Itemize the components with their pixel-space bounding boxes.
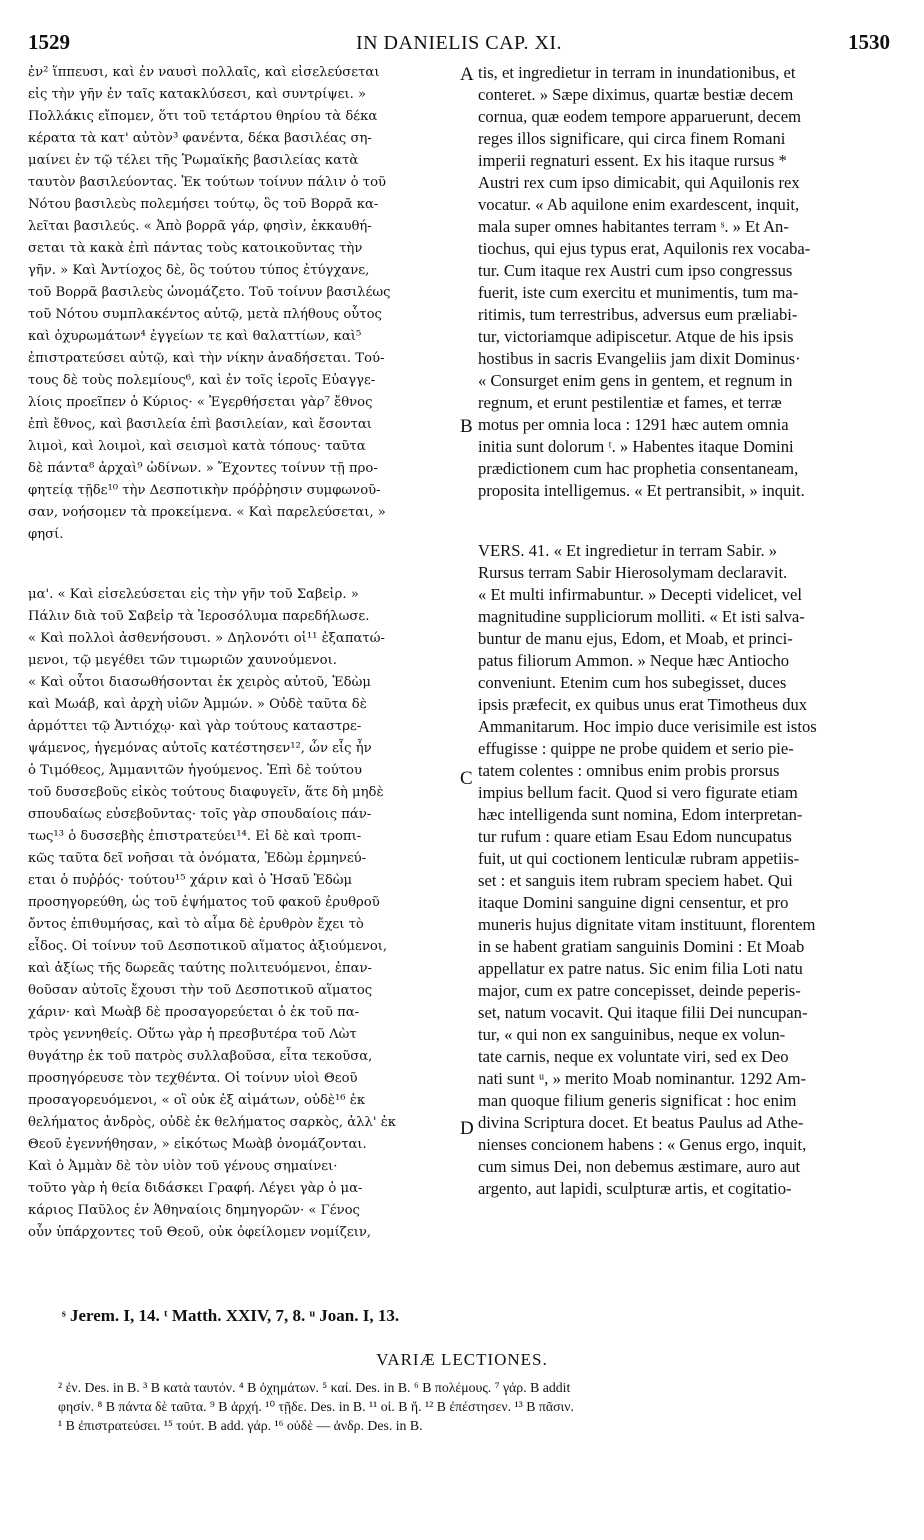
latin-text-line: magnitudine suppliciorum molliti. « Et isti salva- bbox=[478, 607, 805, 626]
greek-text-line: τοῦ Βορρᾶ βασιλεὺς ὠνομάζετο. Τοῦ τοίνυν βασιλέως bbox=[28, 285, 391, 300]
margin-marker-a: A bbox=[460, 64, 474, 85]
latin-text-line: proposita intelligemus. « Et pertransibit, » inquit. bbox=[478, 481, 805, 500]
greek-text-line: κάριος Παῦλος ἐν Ἀθηναίοις δημηγορῶν· « Γένος bbox=[28, 1203, 360, 1218]
variae-lectiones bbox=[58, 1378, 898, 1435]
greek-text-line: Νότου βασιλεὺς πολεμήσει τούτῳ, ὃς τοῦ Βορρᾶ κα- bbox=[28, 197, 379, 212]
greek-text-line: καὶ ὀχυρωμάτων⁴ ἐγγείων τε καὶ θαλαττίων, καὶ⁵ bbox=[28, 329, 362, 344]
latin-text-line: tiochus, qui ejus typus erat, Aquilonis rex vocaba- bbox=[478, 239, 811, 258]
latin-text-line: tate carnis, neque ex voluntate viri, sed ex Deo bbox=[478, 1047, 789, 1066]
latin-text-line: Austri rex cum ipso dimicabit, qui Aquilonis rex bbox=[478, 173, 800, 192]
latin-text-line: tis, et ingredietur in terram in inundationibus, et bbox=[478, 63, 796, 82]
greek-text-line: τοῦ δυσσεβοῦς εἰκὸς τούτους διαφυγεῖν, ἅτε δὴ μηδὲ bbox=[28, 785, 384, 800]
latin-text-line: fuit, ut qui coctionem lenticulæ rubram appetiis- bbox=[478, 849, 800, 868]
latin-text-line: VERS. 41. « Et ingredietur in terram Sabir. » bbox=[478, 541, 778, 560]
latin-text-line: regnum, et erunt pestilentiæ et fames, et terræ bbox=[478, 393, 782, 412]
latin-text-line: tur. Cum itaque rex Austri cum ipso congressus bbox=[478, 261, 793, 280]
latin-text-line: hostibus in sacris Evangeliis jam dixit Dominus· bbox=[478, 349, 801, 368]
greek-text-line: οὖν ὑπάρχοντες τοῦ Θεοῦ, οὐκ ὀφείλομεν νομίζειν, bbox=[28, 1225, 372, 1240]
greek-text-line: εἶδος. Οἱ τοίνυν τοῦ Δεσποτικοῦ αἵματος ἀξιούμενοι, bbox=[28, 939, 388, 954]
variant-line: φησίν. ⁸ B πάντα δὲ ταῦτα. ⁹ B ἀρχή. ¹⁰ τῇδε. Des. in B. ¹¹ οἱ. B ἤ. ¹² B ἐπέστησεν. ¹³ B πᾶσιν. bbox=[58, 1399, 574, 1414]
page-number-left: 1529 bbox=[28, 30, 70, 54]
latin-text-line: prædictionem cum hac prophetia consentaneam, bbox=[478, 459, 799, 478]
latin-text-line: argento, aut lapidi, sculpturæ artis, et cogitatio- bbox=[478, 1179, 792, 1198]
greek-text-line: γῆν. » Καὶ Ἀντίοχος δὲ, ὃς τούτου τύπος ἐτύγχανε, bbox=[28, 263, 370, 278]
greek-text-line: θοῦσαν αὐτοῖς ἔχουσι τὴν τοῦ Δεσποτικοῦ αἵματος bbox=[28, 983, 373, 998]
latin-text-line: major, cum ex patre concepisset, deinde peperis- bbox=[478, 981, 801, 1000]
greek-text-line: « Καὶ οὗτοι διασωθήσονται ἐκ χειρὸς αὐτοῦ, Ἐδὼμ bbox=[28, 675, 371, 690]
greek-text-line: θυγάτηρ ἐκ τοῦ πατρὸς συλλαβοῦσα, εἶτα τεκοῦσα, bbox=[28, 1049, 373, 1064]
greek-text-line: χάριν· καὶ Μωὰβ δὲ προσαγορεύεται ὁ ἐκ τοῦ πα- bbox=[28, 1005, 360, 1020]
greek-text-line: Πολλάκις εἴπομεν, ὅτι τοῦ τετάρτου θηρίου τὰ δέκα bbox=[28, 109, 378, 124]
greek-text-line: προσηγόρευσε τὸν τεχθέντα. Οἱ τοίνυν υἱοὶ Θεοῦ bbox=[28, 1071, 358, 1086]
latin-text-line: cum simus Dei, non debemus æstimare, auro aut bbox=[478, 1157, 801, 1176]
greek-text-line: μενοι, τῷ μεγέθει τῶν τιμωριῶν χαυνούμενοι. bbox=[28, 653, 337, 668]
greek-text-line: ἐπιστρατεύσει αὐτῷ, καὶ τὴν νίκην ἀναδήσεται. Τού- bbox=[28, 351, 385, 366]
latin-text-line: conteret. » Sæpe diximus, quartæ bestiæ decem bbox=[478, 85, 794, 104]
margin-marker-c: C bbox=[460, 768, 473, 789]
latin-text-line: hæc intelligenda sunt nomina, Edom interpretan- bbox=[478, 805, 803, 824]
greek-text-line: Καὶ ὁ Ἀμμὰν δὲ τὸν υἱὸν τοῦ γένους σημαίνει· bbox=[28, 1159, 338, 1174]
greek-text-line: καὶ ἀξίως τῆς δωρεᾶς ταύτης πολιτευόμενοι, ἐπαν- bbox=[28, 961, 372, 976]
greek-text-line: φησί. bbox=[28, 527, 64, 542]
latin-text-line: cornua, quæ eodem tempore apparuerunt, decem bbox=[478, 107, 801, 126]
greek-text-line: ἁρμόττει τῷ Ἀντιόχῳ· καὶ γὰρ τούτους καταστρε- bbox=[28, 719, 362, 734]
latin-text-line: set, natum vocavit. Qui itaque filii Dei nuncupan- bbox=[478, 1003, 808, 1022]
greek-text-line: εἰς τὴν γῆν ἐν ταῖς κατακλύσεσι, καὶ συντρίψει. » bbox=[28, 87, 367, 102]
latin-text-line: buntur de manu ejus, Edom, et Moab, et princi- bbox=[478, 629, 793, 648]
latin-text-line: nienses concionem habens : « Genus ergo, inquit, bbox=[478, 1135, 807, 1154]
latin-column bbox=[478, 62, 893, 1200]
latin-text-line: vocatur. « Ab aquilone enim exardescent, inquit, bbox=[478, 195, 800, 214]
margin-marker-d: D bbox=[460, 1118, 474, 1139]
latin-text-line: effugisse : quippe ne probe quidem et serio pie- bbox=[478, 739, 794, 758]
greek-text-line: κέρατα τὰ κατ' αὐτὸν³ φανέντα, δέκα βασιλέας ση- bbox=[28, 131, 372, 146]
margin-marker-b: B bbox=[460, 416, 473, 437]
greek-text-line: κῶς ταῦτα δεῖ νοῆσαι τὰ ὀνόματα, Ἐδὼμ ἑρμηνεύ- bbox=[28, 851, 367, 866]
latin-text-line: man quoque filium generis significat : hoc enim bbox=[478, 1091, 797, 1110]
greek-text-line: λεῖται βασιλεύς. « Ἀπὸ βορρᾶ γάρ, φησὶν, ἐκκαυθή- bbox=[28, 219, 372, 234]
greek-text-line: σπουδαίως εὐσεβοῦντας· τοῖς γὰρ σπουδαίοις πάν- bbox=[28, 807, 372, 822]
greek-text-line: προσηγορεύθη, ὡς τοῦ ἐψήματος τοῦ φακοῦ ἐρυθροῦ bbox=[28, 895, 380, 910]
greek-text-line: τοῦ Νότου συμπλακέντος αὐτῷ, μετὰ πλήθους οὗτος bbox=[28, 307, 382, 322]
greek-column bbox=[28, 62, 460, 1244]
latin-text-line: reges illos significare, qui circa finem Romani bbox=[478, 129, 786, 148]
page-header bbox=[28, 30, 890, 58]
greek-text-line: δὲ πάντα⁸ ἀρχαὶ⁹ ὠδίνων. » Ἔχοντες τοίνυν τῇ προ- bbox=[28, 461, 378, 476]
latin-text-line: ritimis, tum terrestribus, adversus eum præliabi- bbox=[478, 305, 798, 324]
greek-text-line: σεται τὰ κακὰ ἐπὶ πάντας τοὺς κατοικοῦντας τὴν bbox=[28, 241, 363, 256]
greek-text-line: τως¹³ ὁ δυσσεβὴς ἐπιστρατεύει¹⁴. Εἰ δὲ καὶ τροπι- bbox=[28, 829, 362, 844]
latin-text-line: patus filiorum Ammon. » Neque hæc Antiocho bbox=[478, 651, 790, 670]
latin-text-line: divina Scriptura docet. Et beatus Paulus ad Athe- bbox=[478, 1113, 804, 1132]
latin-text-line: Ammanitarum. Hoc impio duce verisimile est istos bbox=[478, 717, 817, 736]
greek-text-line: ὄντος ἐπιθυμήσας, καὶ τὸ αἷμα δὲ ἐρυθρὸν ἔχει τὸ bbox=[28, 917, 364, 932]
greek-text-line: μα'. « Καὶ εἰσελεύσεται εἰς τὴν γῆν τοῦ Σαβεἰρ. » bbox=[28, 587, 359, 602]
latin-text-line: initia sunt dolorum ᵗ. » Habentes itaque Domini bbox=[478, 437, 794, 456]
greek-text-line: λίοις προεῖπεν ὁ Κύριος· « Ἐγερθήσεται γὰρ⁷ ἔθνος bbox=[28, 395, 373, 410]
greek-text-line: φητείᾳ τῇδε¹⁰ τὴν Δεσποτικὴν πρόῤῥησιν συμφωνοῦ- bbox=[28, 483, 381, 498]
page-number-right: 1530 bbox=[848, 30, 890, 54]
latin-text-line: muneris hujus dignitate vitam instituunt, florentem bbox=[478, 915, 816, 934]
greek-text-line: « Καὶ πολλοὶ ἀσθενήσουσι. » Δηλονότι οἱ¹¹ ἐξαπατώ- bbox=[28, 631, 385, 646]
greek-text-line: τρὸς γεννηθείς. Οὕτω γὰρ ἡ πρεσβυτέρα τοῦ Λὼτ bbox=[28, 1027, 357, 1042]
greek-text-line: Πάλιν διὰ τοῦ Σαβεἰρ τὰ Ἱεροσόλυμα παρεδήλωσε. bbox=[28, 609, 370, 624]
latin-text-line: Rursus terram Sabir Hierosolymam declaravit. bbox=[478, 563, 788, 582]
greek-text-line: μαίνει ἐν τῷ τέλει τῆς Ῥωμαϊκῆς βασιλείας κατὰ bbox=[28, 153, 359, 168]
latin-text-line: « Et multi infirmabuntur. » Decepti videlicet, vel bbox=[478, 585, 802, 604]
greek-text-line bbox=[28, 546, 460, 584]
latin-text-line: « Consurget enim gens in gentem, et regnum in bbox=[478, 371, 793, 390]
greek-text-line: ταυτὸν βασιλεύοντας. Ἐκ τούτων τοίνυν πάλιν ὁ τοῦ bbox=[28, 175, 387, 190]
greek-text-line: ἐπὶ ἔθνος, καὶ βασιλεία ἐπὶ βασιλείαν, καὶ ἔσονται bbox=[28, 417, 372, 432]
variae-lectiones-title: VARIÆ LECTIONES. bbox=[376, 1350, 548, 1369]
latin-text-line: mala super omnes habitantes terram ˢ. » Et An- bbox=[478, 217, 789, 236]
latin-text-line: tur, « qui non ex sanguinibus, neque ex volun- bbox=[478, 1025, 786, 1044]
latin-text-line: imperii regnaturi essent. Ex his itaque rursus * bbox=[478, 151, 787, 170]
variant-line: ¹ B ἐπιστρατεύσει. ¹⁵ τούτ. B add. γάρ. ¹⁶ οὐδὲ — ἀνδρ. Des. in B. bbox=[58, 1418, 423, 1433]
latin-text-line: itaque Domini sanguine digni censentur, et pro bbox=[478, 893, 789, 912]
latin-text-line: motus per omnia loca : 1291 hæc autem omnia bbox=[478, 415, 789, 434]
latin-text-line: ipsis præfecit, ex quibus unus erat Timotheus dux bbox=[478, 695, 808, 714]
latin-text-line: nati sunt ᵘ, » merito Moab nominantur. 1292 Am- bbox=[478, 1069, 807, 1088]
greek-text-line: τοῦτο γὰρ ἡ θεία διδάσκει Γραφή. Λέγει γὰρ ὁ μα- bbox=[28, 1181, 363, 1196]
variant-line: ² ἐν. Des. in B. ³ B κατὰ ταυτόν. ⁴ B ὀχημάτων. ⁵ καί. Des. in B. ⁶ B πολέμους. ⁷ γάρ. B addit bbox=[58, 1380, 571, 1395]
greek-text-line: ἐν² ἵππευσι, καὶ ἐν ναυσὶ πολλαῖς, καὶ εἰσελεύσεται bbox=[28, 65, 380, 80]
greek-text-line: τους δὲ τοὺς πολεμίους⁶, καὶ ἐν τοῖς ἱεροῖς Εὐαγγε- bbox=[28, 373, 376, 388]
latin-text-line: appellatur ex patre natus. Sic enim filia Loti natu bbox=[478, 959, 803, 978]
latin-text-line: set : et sanguis item rubram speciem habet. Qui bbox=[478, 871, 793, 890]
greek-text-line: θελήματος ἀνδρὸς, οὐδὲ ἐκ θελήματος σαρκὸς, ἀλλ' ἐκ bbox=[28, 1115, 397, 1130]
greek-text-line: λιμοὶ, καὶ λοιμοὶ, καὶ σεισμοὶ κατὰ τόπους· ταῦτα bbox=[28, 439, 366, 454]
latin-text-line: tur rufum : quare etiam Esau Edom nuncupatus bbox=[478, 827, 792, 846]
latin-text-line: conveniunt. Etenim cum hos subegisset, duces bbox=[478, 673, 787, 692]
greek-text-line: ὁ Τιμόθεος, Ἀμμανιτῶν ἡγούμενος. Ἐπὶ δὲ τούτου bbox=[28, 763, 362, 778]
latin-text-line: tur, victoriamque adipiscetur. Atque de his ipsis bbox=[478, 327, 794, 346]
latin-text-line: in se habent gratiam sanguinis Domini : Et Moab bbox=[478, 937, 805, 956]
footnotes: ˢ Jerem. I, 14. ᵗ Matth. XXIV, 7, 8. ᵘ Joan. I, 13. bbox=[62, 1306, 400, 1325]
latin-text-line: fuerit, iste cum exercitu et munimentis, tum ma- bbox=[478, 283, 799, 302]
greek-text-line: εται ὁ πυῤῥός· τούτου¹⁵ χάριν καὶ ὁ Ἡσαῦ Ἐδὼμ bbox=[28, 873, 353, 888]
running-head: IN DANIELIS CAP. XI. bbox=[355, 32, 563, 54]
greek-text-line: Θεοῦ ἐγεννήθησαν, » εἰκότως Μωὰβ ὀνομάζονται. bbox=[28, 1137, 367, 1152]
greek-text-line: προσαγορευόμενοι, « οἳ οὐκ ἐξ αἱμάτων, οὐδὲ¹⁶ ἐκ bbox=[28, 1093, 366, 1108]
latin-text-line bbox=[478, 502, 893, 540]
latin-text-line: tatem colentes : omnibus enim probis prorsus bbox=[478, 761, 780, 780]
latin-text-line: impius bellum facit. Quod si vero figurate etiam bbox=[478, 783, 798, 802]
greek-text-line: σαν, νοήσομεν τὰ προκείμενα. « Καὶ παρελεύσεται, » bbox=[28, 505, 386, 520]
greek-text-line: καὶ Μωάβ, καὶ ἀρχὴ υἱῶν Ἀμμών. » Οὐδὲ ταῦτα δὲ bbox=[28, 697, 367, 712]
greek-text-line: ψάμενος, ἡγεμόνας αὐτοῖς κατέστησεν¹², ὧν εἷς ἦν bbox=[28, 741, 372, 756]
